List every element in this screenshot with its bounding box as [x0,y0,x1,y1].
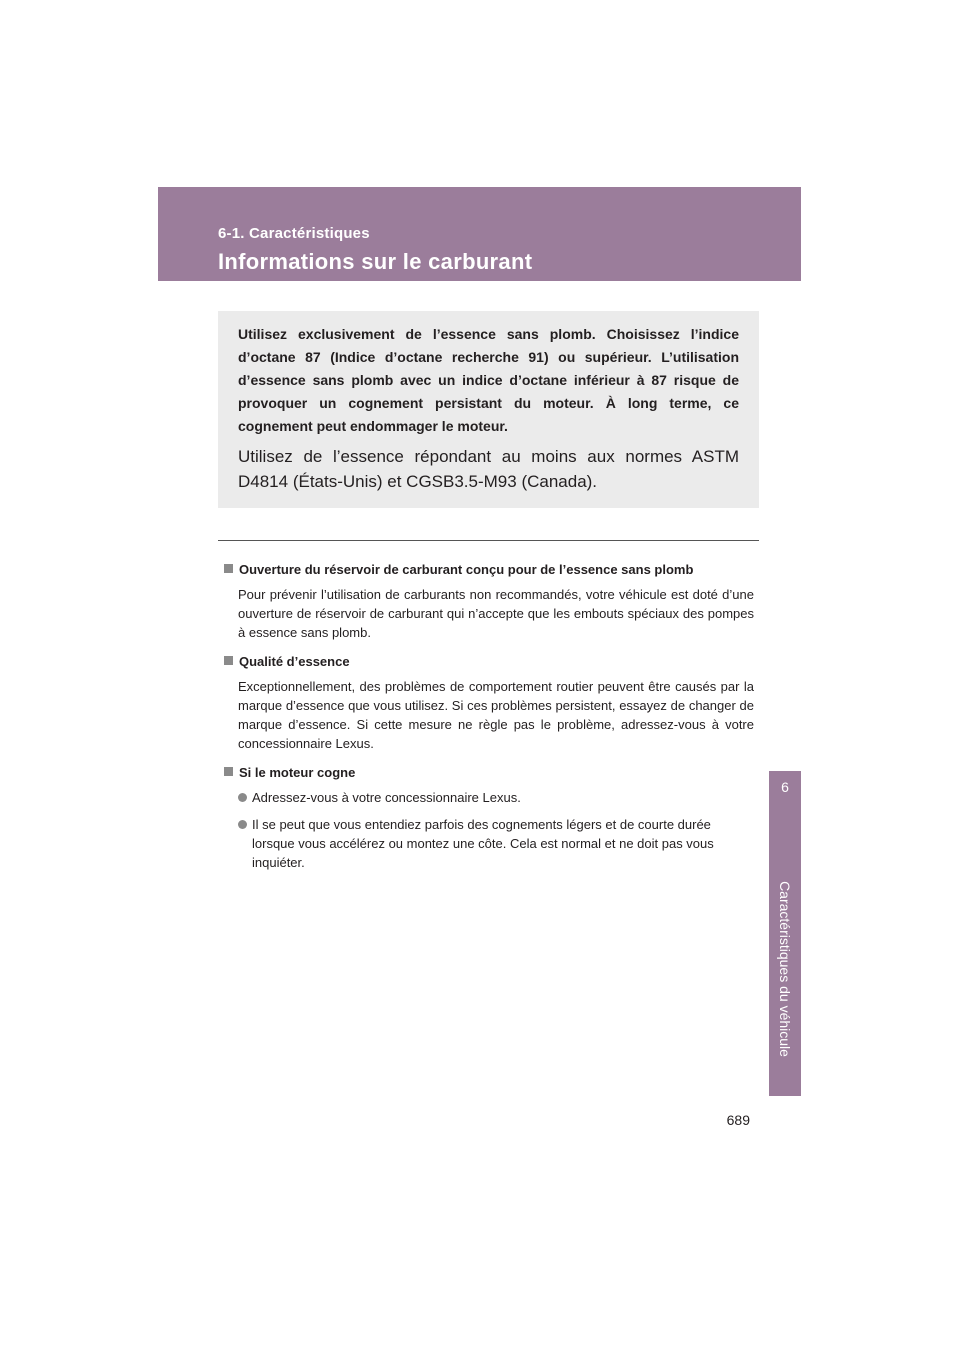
chapter-number: 6 [781,779,789,795]
square-bullet-icon [224,564,233,573]
section-heading [222,560,754,579]
notice-normal-text: Utilisez de l’essence répondant au moins aux normes ASTM D4814 (États-Unis) et CGSB3.5-M93 (Canada). [238,447,739,491]
section-heading-text: Qualité d’essence [239,654,350,669]
chapter-label: Caractéristiques du véhicule [777,881,793,1057]
header-band [158,187,801,281]
section-heading [222,763,754,782]
list-item [238,815,754,872]
section-divider [218,540,759,541]
notice-bold-text: Utilisez exclusivement de l’essence sans plomb. Choisissez l’indice d’octane 87 (Indice d’octane recherche 91) ou supérieur. L’utilisation d’essence sans plomb avec un indice d’octane inférieur à 87 risque de provoquer un cognement persistant du moteur. À long terme, ce cognement peut endommager le moteur. [238,326,739,434]
section-body: Exceptionnellement, des problèmes de comportement routier peuvent être causés par la marque d’essence que vous utilisez. Si ces problèmes persistent, essayez de changer de marque d’essence. Si cette mesure ne règle pas le problème, adressez-vous à votre concessionnaire Lexus. [238,679,754,751]
content [222,560,754,880]
chapter-tab [769,771,801,1096]
square-bullet-icon [224,767,233,776]
section-heading-text: Si le moteur cogne [239,765,356,780]
list-item-text: Il se peut que vous entendiez parfois des cognements légers et de courte durée lorsque vous accélérez ou montez une côte. Cela est normal et ne doit pas vous inquiéter. [252,817,714,870]
section-heading-text: Ouverture du réservoir de carburant conçu pour de l’essence sans plomb [239,562,694,577]
list-item-text: Adressez-vous à votre concessionnaire Lexus. [252,790,521,805]
round-bullet-icon [238,793,247,802]
section-body: Pour prévenir l’utilisation de carburants non recommandés, votre véhicule est doté d’une ouverture de réservoir de carburant qui n’accepte que les embouts spéciaux des pompes à essence sans plomb. [238,587,754,640]
round-bullet-icon [238,820,247,829]
list-item [238,788,754,807]
section-heading [222,652,754,671]
square-bullet-icon [224,656,233,665]
page-number: 689 [726,1112,750,1128]
section-label: 6-1. Caractéristiques [218,225,370,242]
notice-box [218,311,759,508]
page-title: Informations sur le carburant [218,249,533,274]
